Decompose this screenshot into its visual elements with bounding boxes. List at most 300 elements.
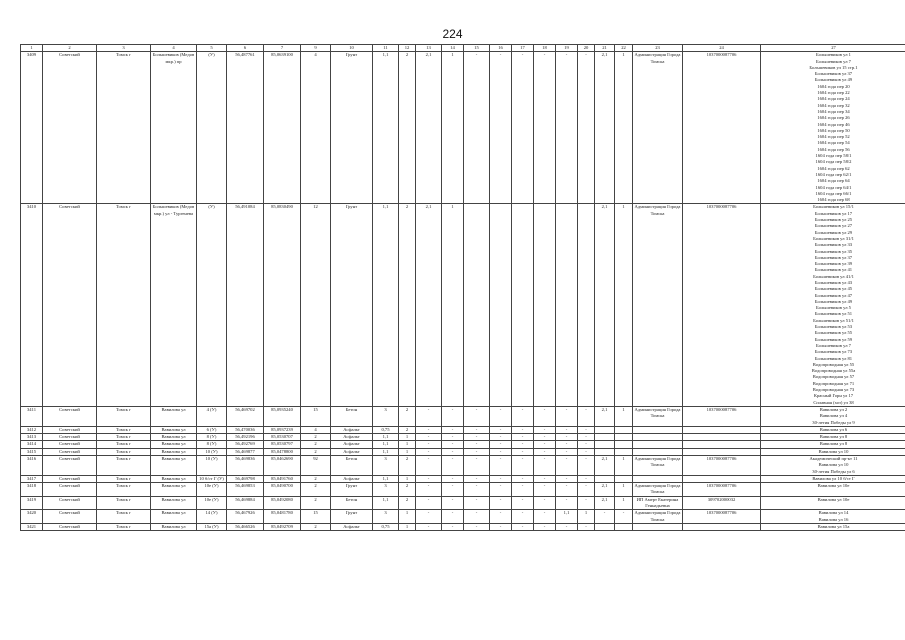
column-header: 24 (683, 45, 761, 52)
table-cell: 3419 (21, 496, 43, 510)
table-cell: 85,0492080 (264, 496, 301, 510)
table-cell: Грунт (331, 510, 373, 524)
column-header: 2 (43, 45, 97, 52)
table-cell (578, 204, 595, 407)
address-line: Водопроводная ул 71 (812, 380, 855, 386)
table-cell: - (534, 52, 556, 204)
table-cell: - (534, 496, 556, 510)
table-cell: Томск г (97, 483, 151, 497)
table-row (21, 456, 905, 476)
table-cell: 56,467926 (227, 510, 264, 524)
table-cell: - (416, 510, 442, 524)
table-cell (464, 204, 490, 407)
address-line: Вавилова ул 10 (818, 462, 849, 468)
table-cell: - (578, 475, 595, 482)
table-cell: Асфальт (331, 475, 373, 482)
address-line: Большевиков ул 49 (814, 77, 853, 83)
table-cell: 1,1 (373, 448, 399, 455)
column-header: 21 (595, 45, 615, 52)
table-cell: - (464, 496, 490, 510)
column-header: 7 (264, 45, 301, 52)
table-row (21, 523, 905, 530)
table-cell: 56,469702 (227, 406, 264, 426)
table-cell: - (464, 426, 490, 433)
table-row (21, 434, 905, 441)
table-cell: 3412 (21, 426, 43, 433)
table-cell: - (490, 483, 512, 497)
table-cell: 2 (301, 523, 331, 530)
table-cell: (У) (197, 52, 227, 204)
column-header: 10 (331, 45, 373, 52)
table-cell: Советский (43, 52, 97, 204)
table-cell: 3410 (21, 204, 43, 407)
address-line: Большевиков ул 1 (816, 52, 851, 58)
table-cell: - (534, 456, 556, 476)
table-cell: - (512, 434, 534, 441)
table-cell: - (490, 475, 512, 482)
header-row (21, 45, 905, 52)
table-cell: - (442, 434, 464, 441)
table-cell (595, 441, 615, 448)
address-line: Большевиков ул 81 (814, 355, 853, 361)
table-cell (683, 434, 761, 441)
table-cell (595, 426, 615, 433)
column-header: 5 (197, 45, 227, 52)
table-cell: - (490, 434, 512, 441)
address-line: 1604 года пер 56 (817, 146, 850, 152)
table-cell: 85,0935240 (264, 406, 301, 426)
table-cell: - (416, 448, 442, 455)
registry-table (20, 44, 905, 531)
table-row (21, 204, 905, 407)
table-cell: 3 (373, 406, 399, 426)
table-cell: 1037000087706 (683, 52, 761, 204)
table-cell (615, 523, 633, 530)
table-cell (615, 448, 633, 455)
table-cell: Томск г (97, 475, 151, 482)
table-cell: Администрация Города Томска (633, 510, 683, 524)
table-cell: - (556, 456, 578, 476)
address-line: Вавилова ул 10е (817, 483, 850, 489)
address-line: Большевиков ул 17 (814, 210, 853, 216)
table-cell: 10 (У) (197, 456, 227, 476)
table-cell: 2,1 (595, 456, 615, 476)
table-cell: 3420 (21, 510, 43, 524)
table-cell: Администрация Города Томска (633, 456, 683, 476)
address-line: 1604 года пер 62/1 (815, 171, 852, 177)
column-header: 22 (615, 45, 633, 52)
table-cell: 3416 (21, 456, 43, 476)
table-cell: 2 (399, 406, 416, 426)
table-cell: 3409 (21, 52, 43, 204)
table-row (21, 52, 905, 204)
address-line: Водопроводная ул 73 (812, 387, 855, 393)
table-cell: 92 (301, 456, 331, 476)
address-line: Вавилова ул 10 б/ст Г (812, 475, 855, 481)
address-line: Большевиков ул 27 (814, 223, 853, 229)
address-line: Большевиков ул 55 (814, 330, 853, 336)
table-cell: 1 (442, 52, 464, 204)
address-list-cell (761, 510, 905, 524)
table-cell (615, 426, 633, 433)
address-line: Вавилова ул 10е (817, 496, 850, 502)
table-cell: - (578, 496, 595, 510)
table-cell (683, 441, 761, 448)
table-cell (615, 475, 633, 482)
table-cell: 0,75 (373, 426, 399, 433)
table-cell: - (556, 483, 578, 497)
table-cell: - (416, 475, 442, 482)
table-cell: 1 (615, 456, 633, 476)
table-cell: 1 (442, 204, 464, 407)
address-line: 1604 года пер 64/1 (815, 184, 852, 190)
table-cell: Вавилова ул (151, 441, 197, 448)
address-line: Большевиков ул 15/1 (813, 204, 854, 210)
address-line: 1604 года пер 26 (817, 115, 850, 121)
table-cell: 15 (301, 406, 331, 426)
table-cell: - (442, 448, 464, 455)
table-cell: - (512, 406, 534, 426)
table-cell: Советский (43, 496, 97, 510)
address-line: Сплавная (хоз) ул 38 (813, 399, 854, 405)
address-line: Красный Горн ул 17 (813, 393, 854, 399)
column-header: 27 (761, 45, 905, 52)
table-cell: 85,0490700 (264, 483, 301, 497)
table-cell: 2,1 (595, 406, 615, 426)
table-cell: Советский (43, 441, 97, 448)
table-cell: - (464, 434, 490, 441)
address-line: Водопроводная ул 57 (812, 374, 855, 380)
address-list-cell (761, 406, 905, 426)
address-line: Большевиков ул 47 (814, 292, 853, 298)
address-line: Большевиков ул 49 (814, 298, 853, 304)
table-cell: Советский (43, 434, 97, 441)
table-cell: 56,492769 (227, 441, 264, 448)
table-cell: - (442, 406, 464, 426)
table-cell: 2 (399, 483, 416, 497)
address-line: Большевиков ул 45 (814, 286, 853, 292)
table-cell: - (512, 426, 534, 433)
table-cell: - (464, 475, 490, 482)
table-cell: 56,491084 (227, 204, 264, 407)
address-line: Большевиков ул 31/1 (813, 235, 854, 241)
table-cell: - (490, 523, 512, 530)
table-cell: - (595, 510, 615, 524)
address-line: 1604 года пер 34 (817, 108, 850, 114)
table-cell: - (578, 426, 595, 433)
table-cell: Томск г (97, 510, 151, 524)
table-cell: - (556, 523, 578, 530)
table-cell: 85,0530707 (264, 434, 301, 441)
table-cell: Томск г (97, 456, 151, 476)
table-cell: - (464, 523, 490, 530)
table-cell: - (534, 406, 556, 426)
table-cell: - (534, 510, 556, 524)
table-cell: Томск г (97, 448, 151, 455)
table-cell: 2 (301, 448, 331, 455)
address-line: Большевиков ул 39 (814, 261, 853, 267)
table-cell: 2 (399, 496, 416, 510)
table-cell: Вавилова ул (151, 523, 197, 530)
column-header: 6 (227, 45, 264, 52)
table-cell: Советский (43, 448, 97, 455)
table-cell: 3421 (21, 523, 43, 530)
table-cell: - (534, 523, 556, 530)
table-cell: 8 (У) (197, 441, 227, 448)
table-cell: - (556, 406, 578, 426)
address-line: Большевиков ул 37 (814, 254, 853, 260)
table-cell: 1,1 (373, 496, 399, 510)
table-cell: - (534, 434, 556, 441)
address-line: 1604 года пер 50 (817, 127, 850, 133)
table-cell: - (490, 456, 512, 476)
address-list-cell (761, 441, 905, 448)
address-line: Вавилова ул 6 (819, 426, 848, 432)
table-cell: - (442, 441, 464, 448)
table-cell: Томск г (97, 426, 151, 433)
address-line: Большевиков ул 35 (814, 248, 853, 254)
table-cell: - (556, 426, 578, 433)
table-cell (633, 448, 683, 455)
table-cell: Администрация Города Томска (633, 483, 683, 497)
table-cell: 1 (615, 204, 633, 407)
table-cell: 1,1 (556, 510, 578, 524)
table-cell: 3413 (21, 434, 43, 441)
table-cell: 3417 (21, 475, 43, 482)
address-line: 1604 года пер 46 (817, 121, 850, 127)
table-cell: - (442, 475, 464, 482)
table-cell: - (490, 510, 512, 524)
table-cell (556, 204, 578, 407)
table-cell: 56,469884 (227, 496, 264, 510)
table-cell: Томск г (97, 204, 151, 407)
address-line: Большевиков ул 33 (814, 242, 853, 248)
table-cell: - (512, 483, 534, 497)
table-cell: - (442, 523, 464, 530)
address-line: Большевиков ул 29 (814, 229, 853, 235)
table-cell: 2,1 (416, 52, 442, 204)
address-line: 1604 года пер 62 (817, 165, 850, 171)
table-cell: 56,469798 (227, 475, 264, 482)
table-cell: - (490, 441, 512, 448)
table-cell: - (512, 523, 534, 530)
address-line: 1604 года пер 66/1 (815, 190, 852, 196)
table-cell: 85,0492709 (264, 523, 301, 530)
address-line: 1604 года пер 52 (817, 134, 850, 140)
table-cell: 1037000087706 (683, 483, 761, 497)
table-cell: 1 (578, 510, 595, 524)
table-cell: - (464, 483, 490, 497)
table-cell: 3414 (21, 441, 43, 448)
table-cell: 3 (373, 510, 399, 524)
table-cell: Советский (43, 406, 97, 426)
table-cell: 56,492196 (227, 434, 264, 441)
table-cell: Грунт (331, 483, 373, 497)
table-body (21, 52, 905, 531)
table-cell: 4 (301, 426, 331, 433)
table-cell (595, 434, 615, 441)
table-cell: Советский (43, 483, 97, 497)
column-header: 14 (442, 45, 464, 52)
column-header: 19 (556, 45, 578, 52)
table-cell: - (578, 52, 595, 204)
table-cell: 1,1 (373, 475, 399, 482)
table-cell: 2,1 (595, 204, 615, 407)
table-row (21, 475, 905, 482)
table-cell: 56,470036 (227, 426, 264, 433)
table-cell: 2,1 (416, 204, 442, 407)
address-line: Большевиков ул 25 (814, 217, 853, 223)
table-cell: 2 (399, 52, 416, 204)
table-cell: 85,0478800 (264, 448, 301, 455)
table-cell (633, 434, 683, 441)
table-cell: - (578, 448, 595, 455)
table-cell: 1 (615, 483, 633, 497)
table-cell: 2,1 (595, 52, 615, 204)
table-cell: 2,1 (595, 483, 615, 497)
table-cell: Асфальт (331, 448, 373, 455)
table-cell: - (556, 434, 578, 441)
table-cell: Вавилова ул (151, 475, 197, 482)
table-cell: 10 б/ст Г (У) (197, 475, 227, 482)
table-cell: 0,75 (373, 523, 399, 530)
address-line: Вавилова ул 4 (819, 413, 848, 419)
table-cell (615, 441, 633, 448)
table-cell: 1 (399, 448, 416, 455)
address-list-cell (761, 483, 905, 497)
table-cell: 1 (615, 496, 633, 510)
table-cell (534, 204, 556, 407)
table-cell: 1037000087706 (683, 456, 761, 476)
table-row (21, 483, 905, 497)
table-cell: 6 (У) (197, 426, 227, 433)
table-cell (490, 204, 512, 407)
column-header: 15 (464, 45, 490, 52)
table-cell: Советский (43, 510, 97, 524)
table-cell (595, 475, 615, 482)
table-cell: 1,1 (373, 204, 399, 407)
table-cell: Вавилова ул (151, 510, 197, 524)
table-cell: Бетон (331, 456, 373, 476)
table-cell: 1,1 (373, 52, 399, 204)
table-cell: - (416, 434, 442, 441)
address-line: 1604 года пер 54 (817, 140, 850, 146)
table-cell: Большевиков (Медов мкр.) пр (151, 52, 197, 204)
table-cell: - (556, 496, 578, 510)
address-line: Большевиков ул 73 (814, 349, 853, 355)
table-cell: 1 (399, 434, 416, 441)
table-cell: - (556, 448, 578, 455)
table-cell: 12 (301, 204, 331, 407)
table-cell: 10 (У) (197, 448, 227, 455)
column-header: 16 (490, 45, 512, 52)
table-cell: - (490, 426, 512, 433)
table-cell: 3 (373, 456, 399, 476)
table-row (21, 448, 905, 455)
column-header: 13 (416, 45, 442, 52)
table-cell: - (464, 406, 490, 426)
table-cell: 2 (399, 204, 416, 407)
table-cell: 1 (615, 406, 633, 426)
table-cell: 1 (399, 475, 416, 482)
table-cell: - (464, 52, 490, 204)
table-cell (512, 204, 534, 407)
table-cell: - (490, 406, 512, 426)
address-line: Большевиков ул 51 (814, 311, 853, 317)
table-cell: - (578, 406, 595, 426)
table-cell: - (512, 52, 534, 204)
table-cell: Томск г (97, 496, 151, 510)
table-cell: - (442, 510, 464, 524)
table-row (21, 510, 905, 524)
column-header: 20 (578, 45, 595, 52)
address-list-cell (761, 456, 905, 476)
column-header: 17 (512, 45, 534, 52)
address-line: 1604 года пер 68 (817, 197, 850, 203)
table-row (21, 406, 905, 426)
table-cell: - (416, 496, 442, 510)
table-cell: 85,0481780 (264, 510, 301, 524)
table-cell: - (534, 483, 556, 497)
table-cell: 1 (399, 510, 416, 524)
table-cell: - (534, 448, 556, 455)
table-cell: Грунт (331, 52, 373, 204)
table-cell: Советский (43, 523, 97, 530)
address-list-cell (761, 475, 905, 482)
table-cell: - (416, 426, 442, 433)
table-cell: 1037000087706 (683, 406, 761, 426)
table-cell: - (578, 483, 595, 497)
address-list-cell (761, 448, 905, 455)
table-cell (633, 475, 683, 482)
table-cell: 56,466526 (227, 523, 264, 530)
table-cell: 2 (301, 483, 331, 497)
table-cell: 56,487761 (227, 52, 264, 204)
address-line: 30-летия Победы ул 6 (812, 468, 855, 474)
table-cell: Вавилова ул (151, 434, 197, 441)
table-cell (595, 523, 615, 530)
table-cell: - (442, 456, 464, 476)
table-cell: - (490, 448, 512, 455)
address-line: Большевиков ул 41 (814, 267, 853, 273)
table-cell: 56,469836 (227, 456, 264, 476)
table-cell: - (442, 496, 464, 510)
table-cell: 10е (У) (197, 496, 227, 510)
table-cell: - (442, 483, 464, 497)
table-cell: Большевиков (Медов мкр.) ул - Тургенева (151, 204, 197, 407)
table-cell: - (556, 52, 578, 204)
address-line: Большевиков ул 37 (814, 71, 853, 77)
table-cell: Асфальт (331, 426, 373, 433)
table-cell: - (490, 496, 512, 510)
table-row (21, 426, 905, 433)
column-header: 4 (151, 45, 197, 52)
table-cell (615, 434, 633, 441)
column-header: 18 (534, 45, 556, 52)
address-line: Вавилова ул 2 (819, 406, 848, 412)
address-line: Вавилова ул 8 (819, 434, 848, 440)
table-cell: 1 (399, 523, 416, 530)
table-row (21, 441, 905, 448)
address-line: Вавилова ул 14 (818, 510, 849, 516)
address-line: Большевиков ул 7 (816, 58, 851, 64)
table-cell: 56,469877 (227, 448, 264, 455)
table-cell (633, 441, 683, 448)
table-cell: 10е (У) (197, 483, 227, 497)
table-cell: - (556, 441, 578, 448)
table-cell: Администрация Города Томска (633, 204, 683, 407)
table-cell: - (512, 448, 534, 455)
